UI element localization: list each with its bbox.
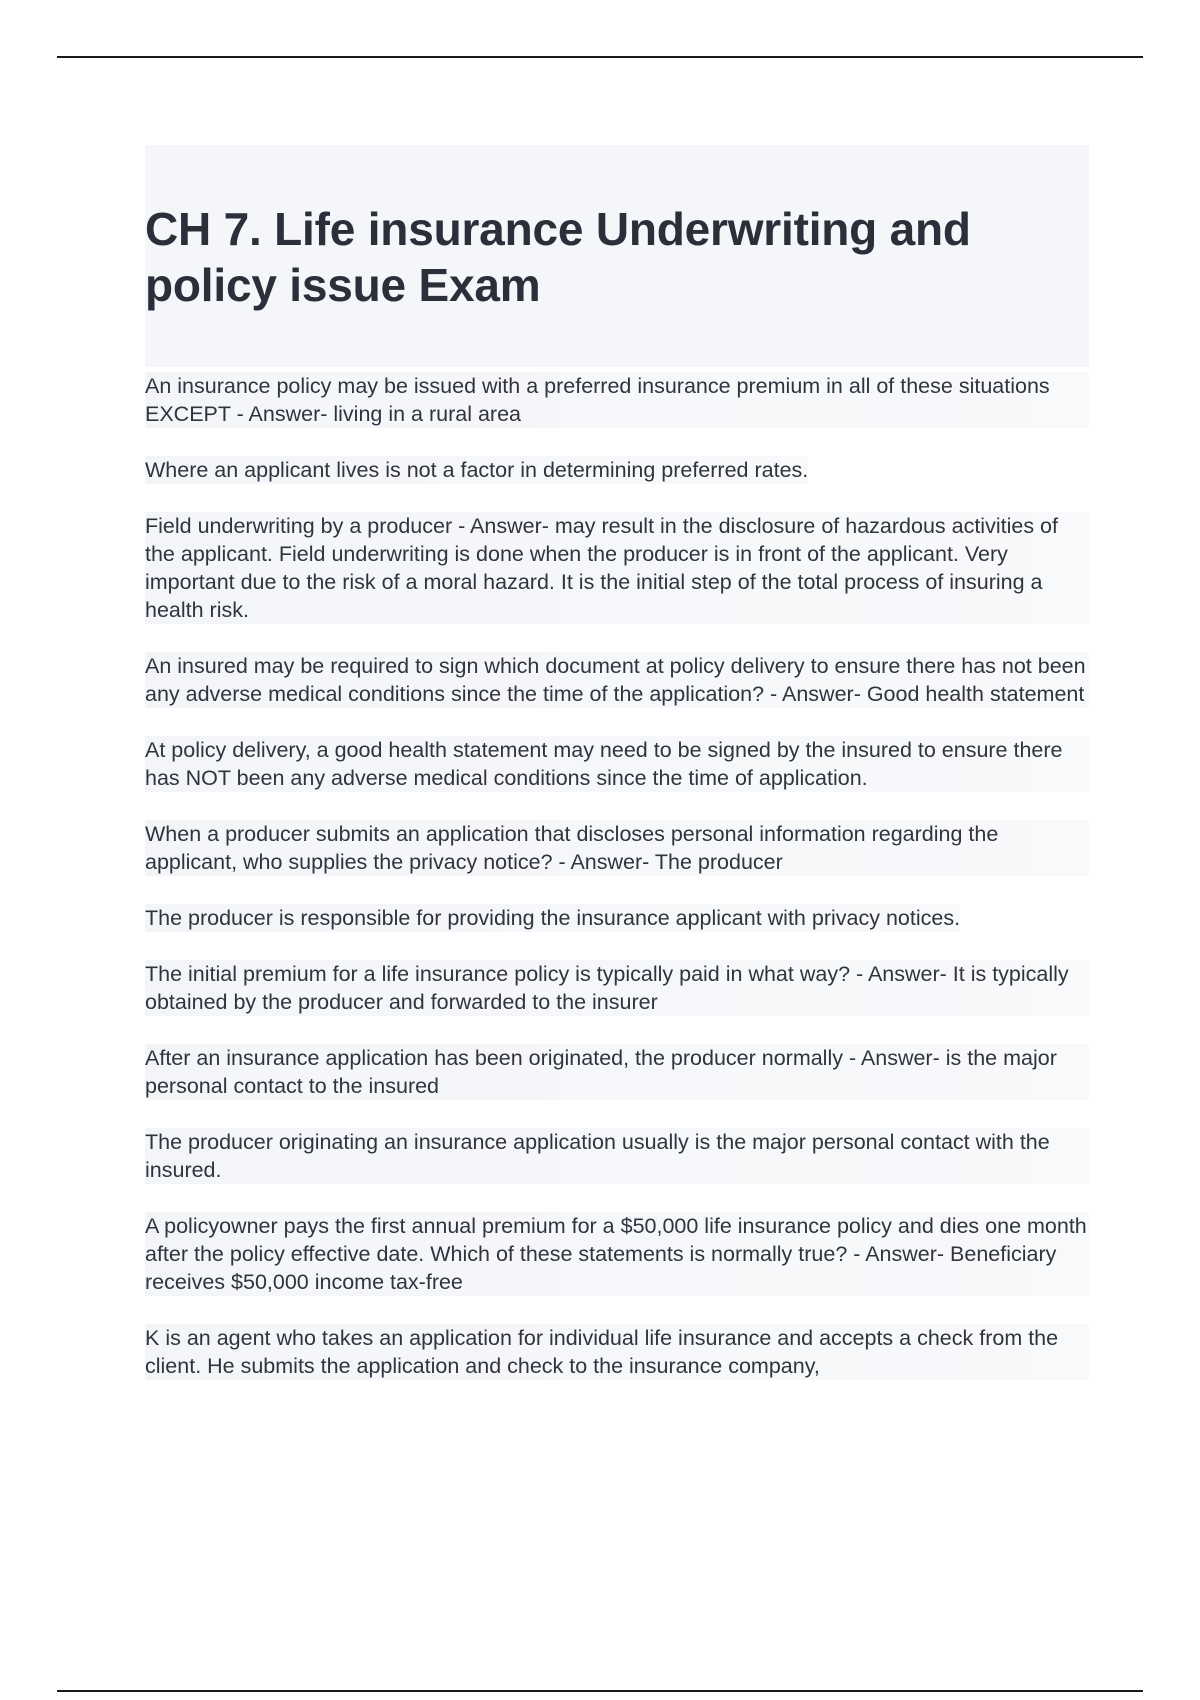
title-block bbox=[145, 145, 1089, 367]
explanation-paragraph: The producer is responsible for providing the insurance applicant with privacy notices. bbox=[145, 906, 961, 930]
bottom-rule bbox=[57, 1690, 1143, 1692]
page-title: CH 7. Life insurance Underwriting and policy issue Exam bbox=[145, 203, 971, 311]
question-paragraph: An insured may be required to sign which document at policy delivery to ensure there has not been any adverse medical conditions since the time of the application? - Answer- Good health statement bbox=[145, 652, 1089, 708]
question-paragraph: Field underwriting by a producer - Answer- may result in the disclosure of hazardous activities of the applicant. Field underwriting is done when the producer is in front of the applicant. Very important due to the risk of a moral hazard. It is the initial step of the total process of insuring a health risk. bbox=[145, 512, 1089, 624]
top-rule bbox=[57, 56, 1143, 58]
question-paragraph: The initial premium for a life insurance policy is typically paid in what way? - Answer- It is typically obtained by the producer and forwarded to the insurer bbox=[145, 960, 1089, 1016]
question-paragraph: An insurance policy may be issued with a preferred insurance premium in all of these situations EXCEPT - Answer- living in a rural area bbox=[145, 372, 1089, 428]
explanation-paragraph: The producer originating an insurance application usually is the major personal contact with the insured. bbox=[145, 1128, 1089, 1184]
explanation-paragraph: At policy delivery, a good health statement may need to be signed by the insured to ensure there has NOT been any adverse medical conditions since the time of application. bbox=[145, 736, 1089, 792]
question-paragraph: K is an agent who takes an application for individual life insurance and accepts a check from the client. He submits the application and check to the insurance company, bbox=[145, 1324, 1089, 1380]
document-body bbox=[145, 145, 1089, 1408]
explanation-paragraph: Where an applicant lives is not a factor in determining preferred rates. bbox=[145, 458, 809, 482]
question-paragraph: A policyowner pays the first annual premium for a $50,000 life insurance policy and dies one month after the policy effective date. Which of these statements is normally true? - Answer- Beneficiary receives $50,000 income tax-free bbox=[145, 1212, 1089, 1296]
question-paragraph: After an insurance application has been originated, the producer normally - Answer- is the major personal contact to the insured bbox=[145, 1044, 1089, 1100]
question-paragraph: When a producer submits an application that discloses personal information regarding the applicant, who supplies the privacy notice? - Answer- The producer bbox=[145, 820, 1089, 876]
qa-list bbox=[145, 372, 1089, 1380]
